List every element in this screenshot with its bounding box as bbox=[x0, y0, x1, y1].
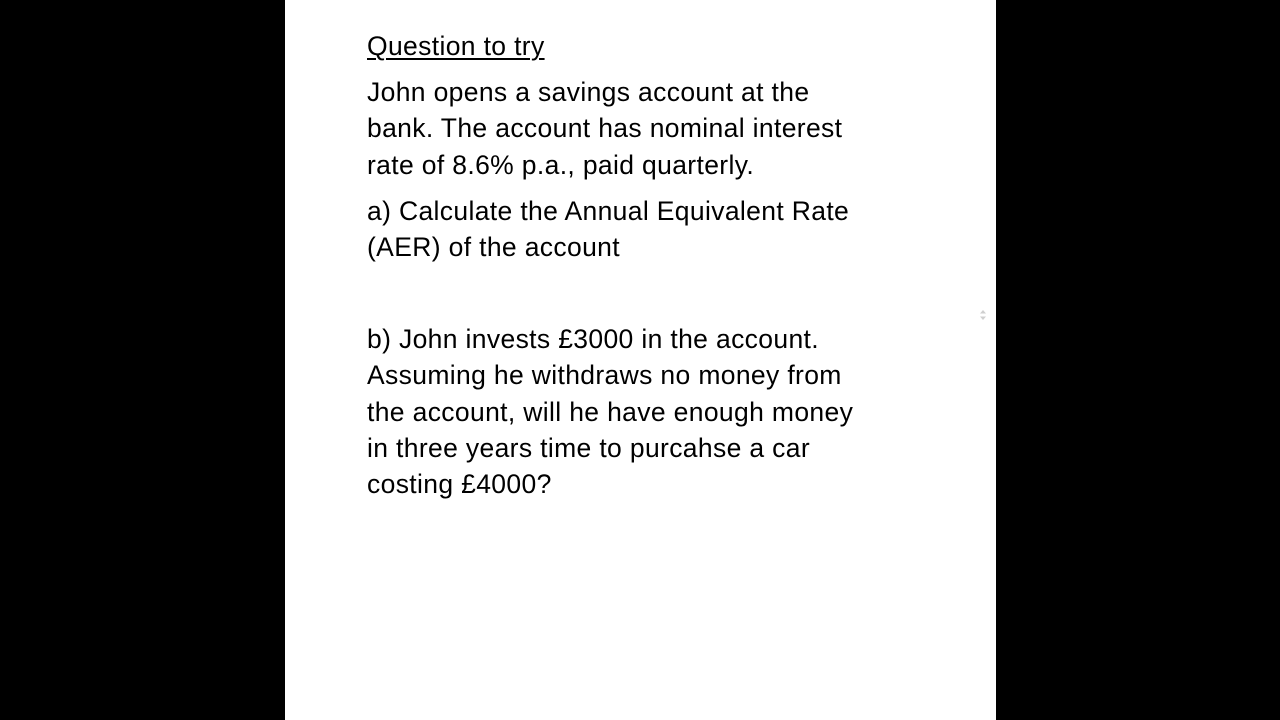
part-b-line-5: costing £4000? bbox=[367, 469, 552, 500]
slide-page bbox=[285, 0, 996, 720]
part-a-line-2: (AER) of the account bbox=[367, 232, 620, 263]
question-part-a bbox=[367, 193, 967, 266]
intro-line-1: John opens a savings account at the bbox=[367, 77, 810, 107]
part-b-line-2: Assuming he withdraws no money from bbox=[367, 360, 842, 391]
slide-heading: Question to try bbox=[367, 31, 545, 61]
part-b-line-1: b) John invests £3000 in the account. bbox=[367, 324, 819, 354]
part-b-line-4: in three years time to purcahse a car bbox=[367, 432, 811, 463]
part-b-line-3: the account, will he have enough money bbox=[367, 396, 854, 427]
scroll-resize-icon[interactable] bbox=[978, 309, 988, 321]
updown-arrows-icon bbox=[979, 309, 987, 321]
question-intro bbox=[367, 74, 967, 183]
intro-line-3: rate of 8.6% p.a., paid quarterly. bbox=[367, 149, 755, 180]
intro-line-2: bank. The account has nominal interest bbox=[367, 113, 843, 144]
question-part-b bbox=[367, 321, 967, 502]
part-a-line-1: a) Calculate the Annual Equivalent Rate bbox=[367, 196, 850, 226]
